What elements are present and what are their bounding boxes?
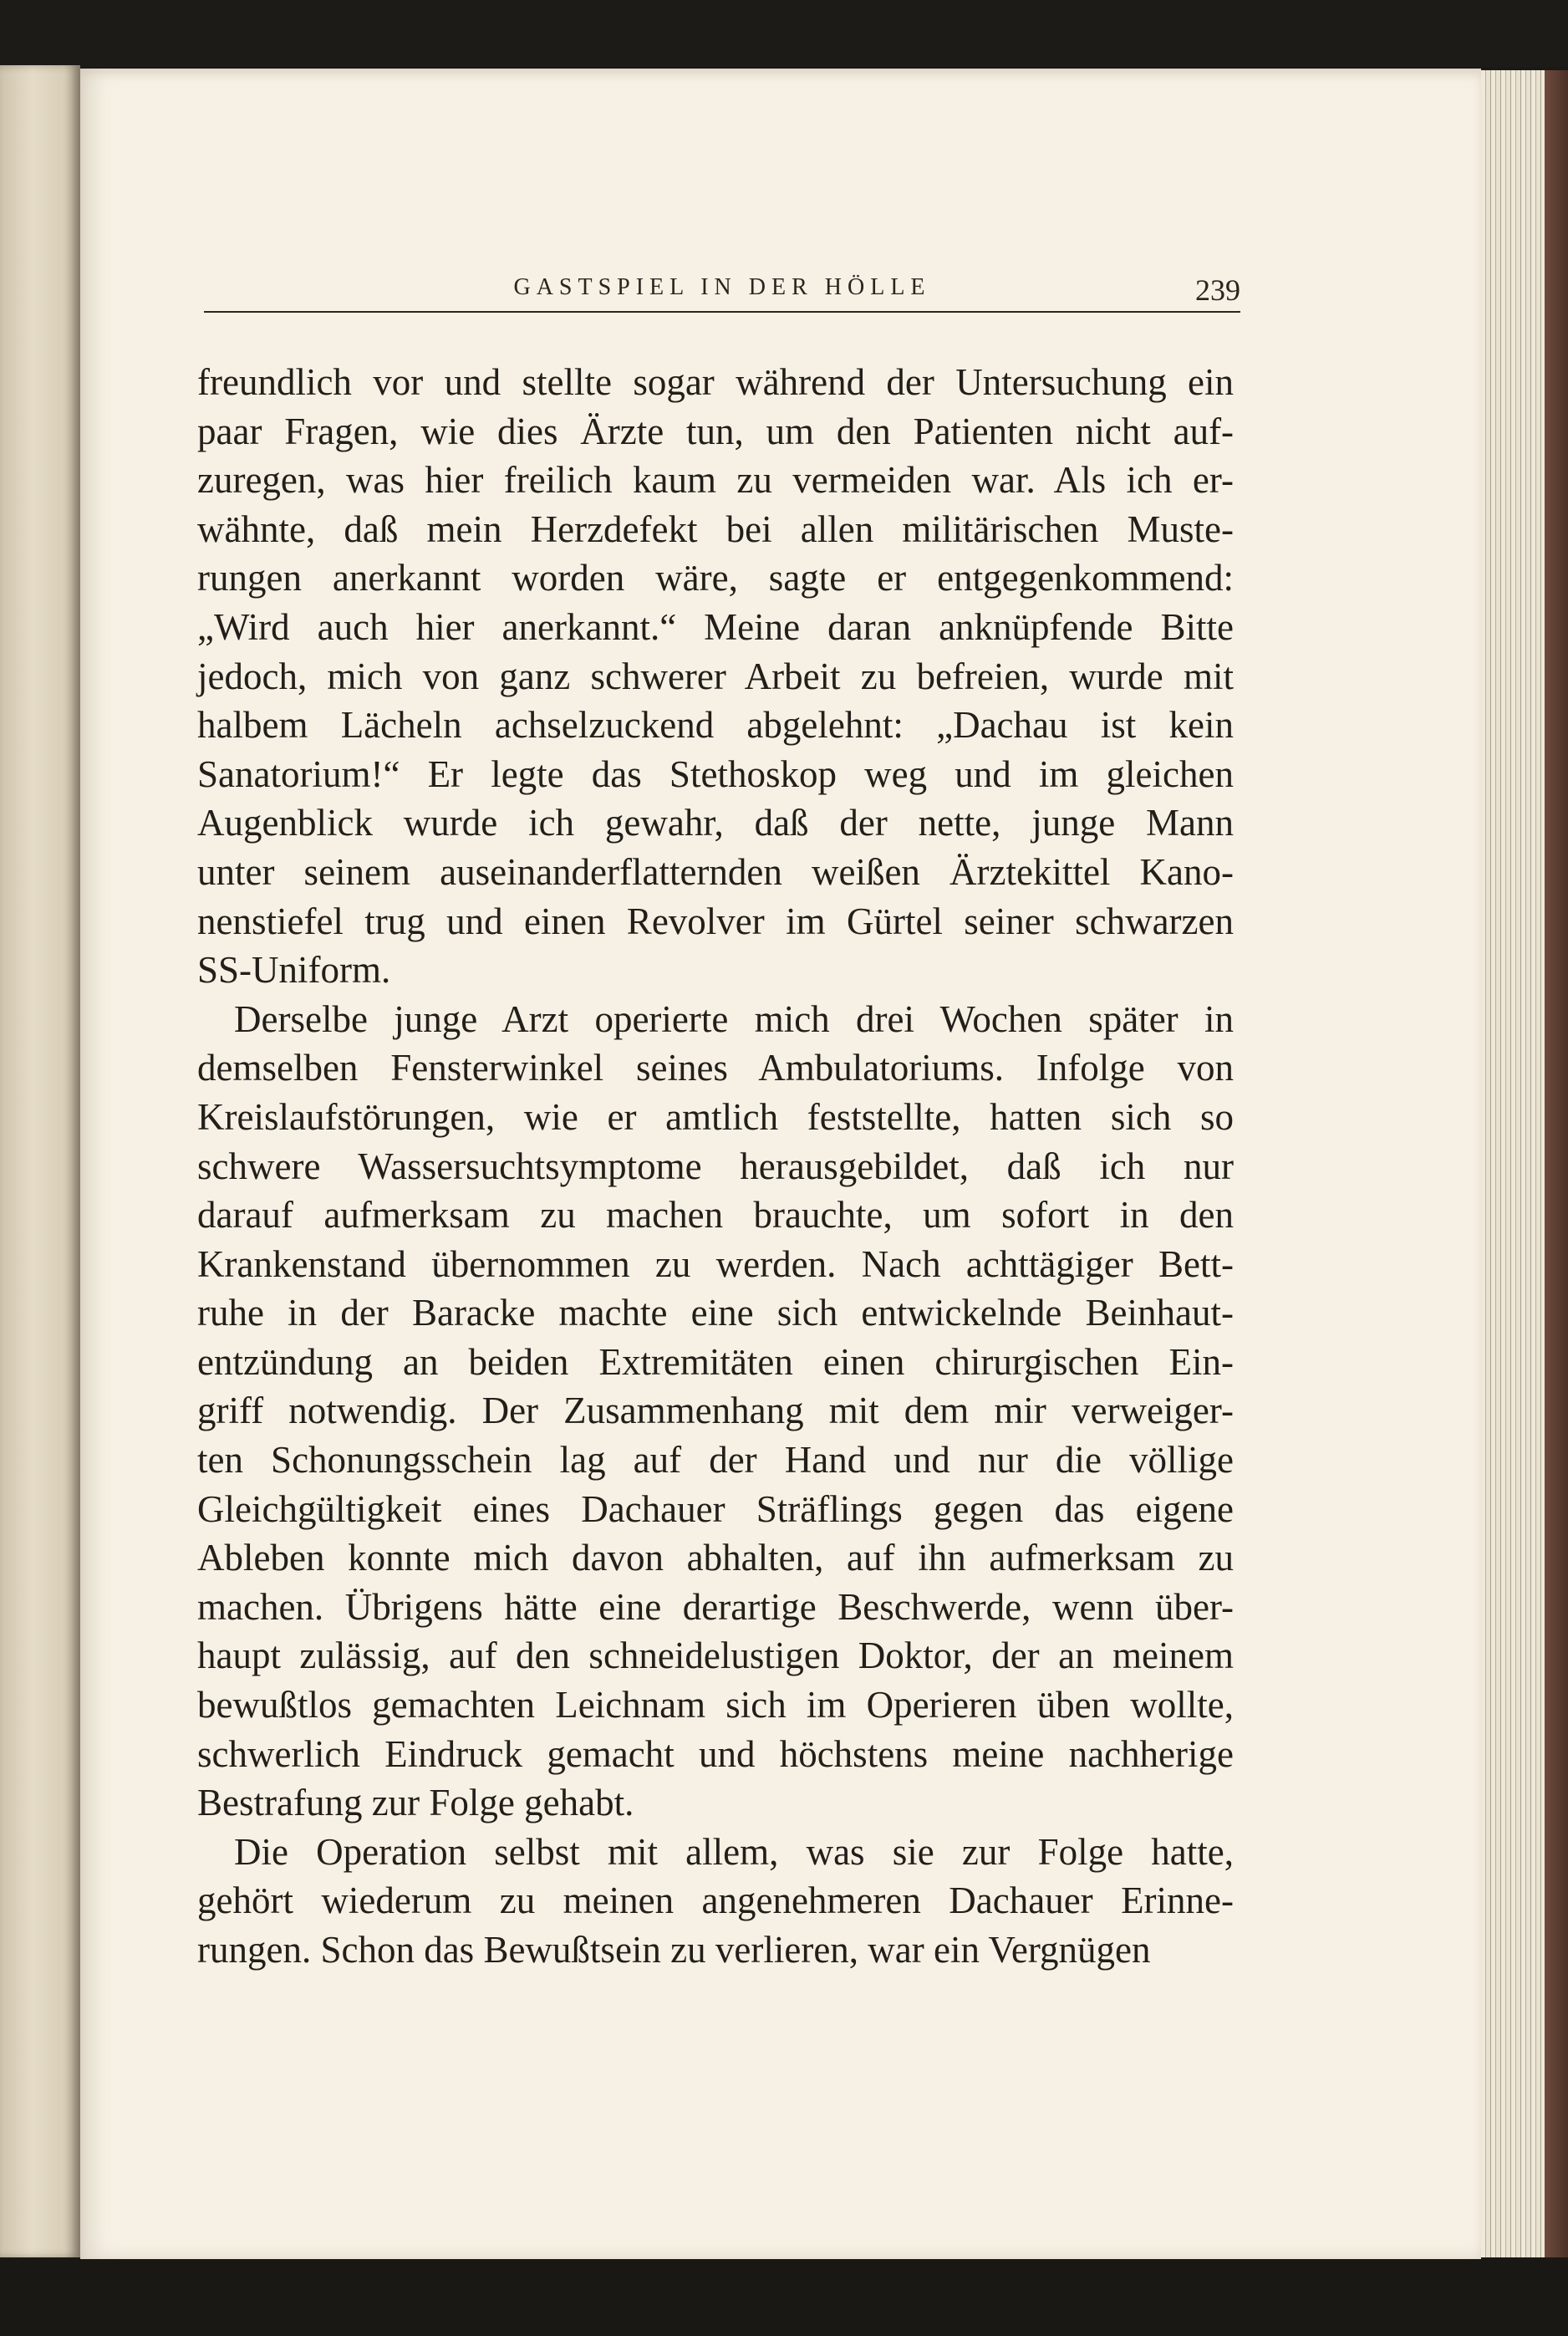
text-line: schwere Wassersuchtsymptome herausgebildet, daß ich nur — [197, 1145, 1234, 1187]
text-line: ruhe in der Baracke machte eine sich entwickelnde Beinhaut- — [197, 1292, 1234, 1334]
paragraph — [197, 1828, 1234, 1975]
page-number: 239 — [1195, 273, 1240, 307]
paragraph — [197, 995, 1234, 1828]
text-line: griff notwendig. Der Zusammenhang mit dem mir verweiger- — [197, 1390, 1234, 1432]
text-line: Krankenstand übernommen zu werden. Nach achttägiger Bett- — [197, 1242, 1234, 1285]
text-line: Augenblick wurde ich gewahr, daß der nette, junge Mann — [197, 802, 1234, 844]
running-head — [204, 274, 1240, 313]
text-line: Die Operation selbst mit allem, was sie zur Folge hatte, — [234, 1830, 1234, 1873]
body-text — [197, 358, 1234, 1975]
text-line: Bestrafung zur Folge gehabt. — [197, 1782, 634, 1824]
book-cover-edge — [1545, 70, 1568, 2261]
text-line: darauf aufmerksam zu machen brauchte, um sofort in den — [197, 1194, 1235, 1237]
text-line: zuregen, was hier freilich kaum zu vermeiden war. Als ich er- — [197, 459, 1234, 502]
text-line: Kreislaufstörungen, wie er amtlich feststellte, hatten sich so — [197, 1095, 1235, 1138]
text-line: unter seinem auseinanderflatternden weißen Ärztekittel Kano- — [197, 850, 1234, 893]
text-line: wähnte, daß mein Herzdefekt bei allen militärischen Muste- — [197, 507, 1234, 550]
text-line: Derselbe junge Arzt operierte mich drei Wochen später in — [234, 997, 1235, 1040]
running-title: GASTSPIEL IN DER HÖLLE — [513, 274, 931, 300]
text-line: Sanatorium!“ Er legte das Stethoskop weg und im gleichen — [197, 752, 1234, 795]
text-line: schwerlich Eindruck gemacht und höchstens meine nachherige — [197, 1732, 1234, 1775]
scan-bottom-border — [0, 2257, 1568, 2336]
facing-page-edge — [0, 65, 80, 2257]
scan-top-border — [0, 0, 1568, 67]
text-line: paar Fragen, wie dies Ärzte tun, um den Patienten nicht auf- — [197, 410, 1235, 452]
text-line: halbem Lächeln achselzuckend abgelehnt: „Dachau ist kein — [197, 704, 1234, 747]
text-line: Gleichgültigkeit eines Dachauer Sträflings gegen das eigene — [197, 1487, 1235, 1530]
text-line: Ableben konnte mich davon abhalten, auf ihn aufmerksam zu — [197, 1537, 1234, 1579]
paragraph — [197, 358, 1234, 995]
text-line: rungen. Schon das Bewußtsein zu verlieren, war ein Vergnügen — [197, 1929, 1151, 1971]
text-line: machen. Übrigens hätte eine derartige Beschwerde, wenn über- — [197, 1585, 1235, 1628]
text-line: rungen anerkannt worden wäre, sagte er entgegenkommend: — [197, 557, 1235, 599]
text-line: ten Schonungsschein lag auf der Hand und nur die völlige — [197, 1439, 1234, 1482]
text-line: entzündung an beiden Extremitäten einen chirurgischen Ein- — [197, 1340, 1234, 1383]
text-line: SS-Uniform. — [197, 949, 391, 992]
text-line: nenstiefel trug und einen Revolver im Gürtel seiner schwarzen — [197, 900, 1234, 942]
text-line: gehört wiederum zu meinen angenehmeren Dachauer Erinne- — [197, 1880, 1235, 1922]
text-line: jedoch, mich von ganz schwerer Arbeit zu befreien, wurde mit — [197, 655, 1234, 697]
text-line: freundlich vor und stellte sogar während der Untersuchung ein — [197, 361, 1235, 403]
text-line: bewußtlos gemachten Leichnam sich im Operieren üben wollte, — [197, 1684, 1235, 1726]
text-line: „Wird auch hier anerkannt.“ Meine daran anknüpfende Bitte — [197, 605, 1234, 648]
text-line: demselben Fensterwinkel seines Ambulatoriums. Infolge von — [197, 1047, 1235, 1089]
text-line: haupt zulässig, auf den schneidelustigen Doktor, der an meinem — [197, 1635, 1234, 1677]
